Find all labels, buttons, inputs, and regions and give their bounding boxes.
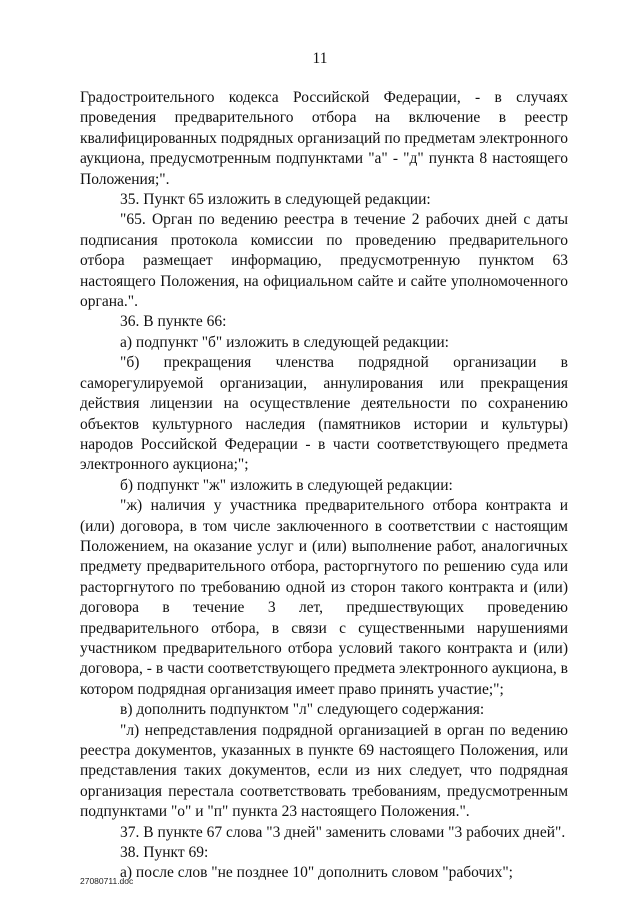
- paragraph: 38. Пункт 69:: [120, 844, 209, 862]
- paragraph: "65. Орган по ведению реестра в течение 2 рабочих дней с даты подписания протокола комиссии по проведению предварительного отбора размещает информацию, предусмотренную пунктом 63 настоящего Положения, на официальном сайте и сайте уполномоченного органа.".: [80, 211, 568, 311]
- paragraph: а) подпункт "б" изложить в следующей редакции:: [120, 333, 449, 351]
- paragraph: а) после слов "не позднее 10" дополнить словом "рабочих";: [120, 864, 513, 882]
- document-file-code: 27080711.doc: [80, 876, 134, 886]
- paragraph: в) дополнить подпунктом "л" следующего содержания:: [120, 701, 485, 719]
- paragraph: "б) прекращения членства подрядной организации в саморегулируемой организации, аннулирования или прекращения действия лицензии на осуществление деятельности по сохранению объектов культурного наследия (памятников истории и культуры) народов Российской Федерации - в части соответствующего предмета электронного аукциона;";: [80, 354, 568, 474]
- paragraph: 37. В пункте 67 слова "3 дней" заменить словами "3 рабочих дней".: [120, 823, 566, 841]
- paragraph: Градостроительного кодекса Российской Федерации, - в случаях проведения предварительного отбора на включение в реестр квалифицированных подрядных организаций по предметам электронного аукциона, предусмотренным подпунктами "а" - "д" пункта 8 настоящего Положения;".: [80, 89, 568, 188]
- paragraph: "л) непредставления подрядной организацией в орган по ведению реестра документов, указанных в пункте 69 настоящего Положения, или представления таких документов, если из них следует, что подрядная организация перестала соответствовать требованиям, предусмотренным подпунктами "о" и "п" пункта 23 настоящего Положения.".: [80, 721, 568, 821]
- page-number: 11: [312, 50, 328, 67]
- paragraph: б) подпункт "ж" изложить в следующей редакции:: [120, 476, 453, 494]
- paragraph: 36. В пункте 66:: [120, 313, 227, 331]
- document-body: [80, 88, 568, 884]
- paragraph: 35. Пункт 65 изложить в следующей редакции:: [120, 191, 431, 209]
- paragraph: "ж) наличия у участника предварительного отбора контракта и (или) договора, в том числе заключенного в соответствии с настоящим Положением, на оказание услуг и (или) выполнение работ, аналогичных предмету предварительного отбора, расторгнутого по решению суда или расторгнутого по требованию одной из сторон такого контракта и (или) договора в течение 3 лет, предшествующих проведению предварительного отбора, в связи с существенными нарушениями участником предварительного отбора условий такого контракта и (или) договора, - в части соответствующего предмета электронного аукциона, в котором подрядная организация имеет право принять участие;";: [80, 497, 568, 698]
